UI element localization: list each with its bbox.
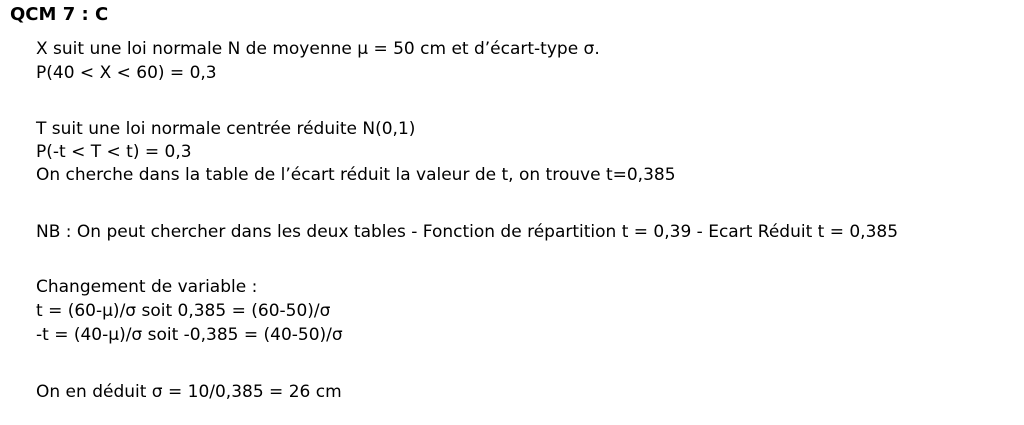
table-lookup-line: On cherche dans la table de l’écart réduit la valeur de t, on trouve t=0,385 <box>36 165 676 185</box>
statement-line-distribution: X suit une loi normale N de moyenne μ = 50 cm et d’écart-type σ. <box>36 39 600 59</box>
variable-change-negative: -t = (40-μ)/σ soit -0,385 = (40-50)/σ <box>36 325 343 345</box>
question-title: QCM 7 : C <box>10 4 109 25</box>
note-line: NB : On peut chercher dans les deux tables - Fonction de répartition t = 0,39 - Ecart Réduit t = 0,385 <box>36 222 899 242</box>
standard-normal-line: T suit une loi normale centrée réduite N(0,1) <box>36 119 416 139</box>
variable-change-heading: Changement de variable : <box>36 277 258 297</box>
statement-line-probability: P(40 < X < 60) = 0,3 <box>36 63 217 83</box>
variable-change-positive: t = (60-μ)/σ soit 0,385 = (60-50)/σ <box>36 301 331 321</box>
conclusion-line: On en déduit σ = 10/0,385 = 26 cm <box>36 382 342 402</box>
standard-probability-line: P(-t < T < t) = 0,3 <box>36 142 192 162</box>
